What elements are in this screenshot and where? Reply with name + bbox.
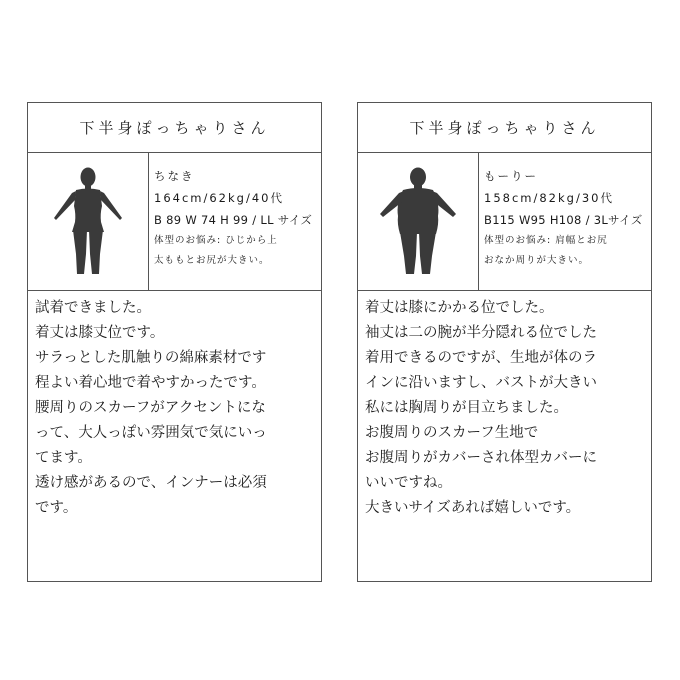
review-text — [28, 291, 321, 521]
profile-section — [358, 153, 651, 291]
body-stats: 158cm/82kg/30代 — [484, 191, 614, 205]
reviewer-name: ちなき — [154, 169, 195, 183]
review-line: お腹周りのスカーフ生地で — [365, 425, 539, 441]
review-line: 大きいサイズあれば嬉しいです。 — [365, 500, 581, 516]
review-line: です。 — [35, 500, 78, 516]
body-sizes: B 89 W 74 H 99 / LL サイズ — [154, 213, 313, 227]
body-worry-detail: 太ももとお尻が大きい。 — [154, 255, 270, 266]
reviewer-name: もーりー — [484, 169, 538, 183]
review-card-chinaki — [27, 102, 322, 582]
review-line: 試着できました。 — [35, 300, 151, 316]
review-line: 私には胸周りが目立ちました。 — [365, 400, 568, 416]
card-title: 下半身ぽっちゃりさん — [358, 103, 651, 153]
review-line: 着丈は膝にかかる位でした。 — [365, 300, 554, 316]
review-card-morii — [357, 102, 652, 582]
review-line: 程よい着心地で着やすかったです。 — [35, 375, 266, 391]
profile-info — [149, 153, 312, 290]
review-line: って、大人っぽい雰囲気で気にいっ — [35, 425, 267, 441]
review-line: 袖丈は二の腕が半分隠れる位でした — [365, 325, 597, 341]
body-worry: 体型のお悩み: ひじから上 — [154, 235, 278, 246]
body-sizes: B115 W95 H108 / 3Lサイズ — [484, 213, 643, 227]
review-line: 着用できるのですが、生地が体のラ — [365, 350, 597, 366]
body-stats: 164cm/62kg/40代 — [154, 191, 284, 205]
silhouette-box — [358, 153, 479, 290]
review-line: いいですね。 — [365, 475, 452, 491]
review-text — [358, 291, 651, 521]
review-line: 腰周りのスカーフがアクセントにな — [35, 400, 266, 416]
card-title: 下半身ぽっちゃりさん — [28, 103, 321, 153]
body-worry: 体型のお悩み: 肩幅とお尻 — [484, 235, 608, 246]
review-line: 着丈は膝丈位です。 — [35, 325, 165, 341]
review-line: インに沿いますし、バストが大きい — [365, 375, 597, 391]
review-line: 透け感があるので、インナーは必須 — [35, 475, 267, 491]
profile-info — [479, 153, 643, 290]
review-line: お腹周りがカバーされ体型カバーに — [365, 450, 597, 466]
review-line: てます。 — [35, 450, 92, 466]
slim-woman-silhouette-icon — [48, 166, 128, 278]
review-line: サラっとした肌触りの綿麻素材です — [35, 350, 267, 366]
body-worry-detail: おなか周りが大きい。 — [484, 255, 590, 266]
silhouette-box — [28, 153, 149, 290]
plus-size-woman-silhouette-icon — [376, 166, 460, 278]
profile-section — [28, 153, 321, 291]
